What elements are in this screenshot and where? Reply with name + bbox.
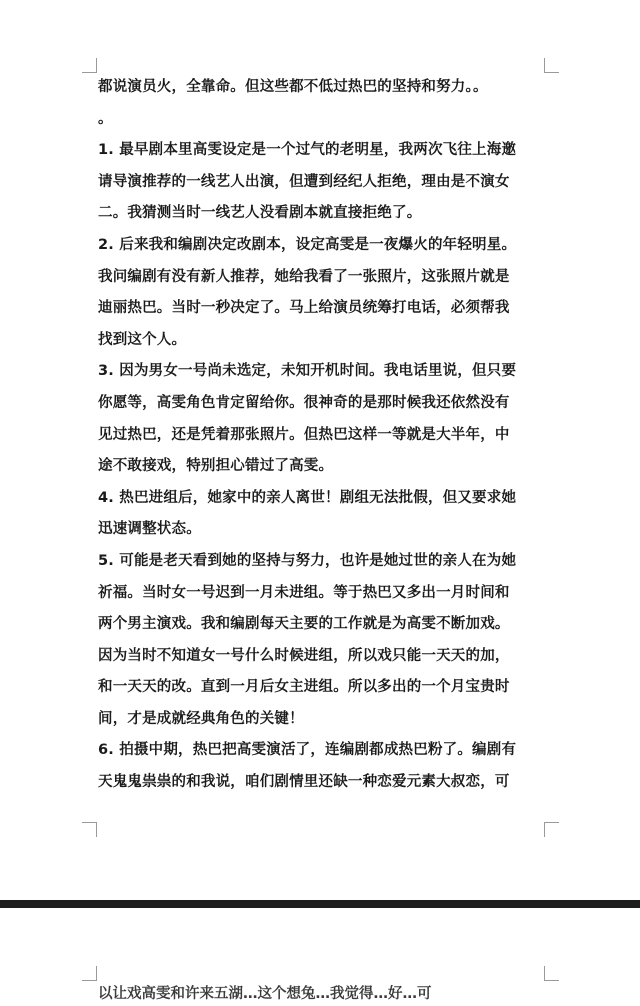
corner-mark-bottom-right	[544, 822, 559, 837]
text-line: 请导演推荐的一线艺人出演，但遭到经纪人拒绝，理由是不演女	[98, 173, 510, 190]
text-line: 。	[98, 110, 113, 127]
text-line: 6. 拍摄中期，热巴把高雯演活了，连编剧都成热巴粉了。编剧有	[98, 742, 517, 759]
text-line: 途不敢接戏，特别担心错过了高雯。	[98, 458, 334, 475]
text-line: 二。我猜测当时一线艺人没看剧本就直接拒绝了。	[98, 205, 422, 222]
text-line: 4. 热巴进组后，她家中的亲人离世！剧组无法批假，但又要求她	[98, 489, 517, 506]
page-separator	[0, 900, 640, 908]
text-line: 两个男主演戏。我和编剧每天主要的工作就是为高雯不断加戏。	[98, 616, 510, 633]
corner-mark-top-right	[544, 966, 559, 981]
text-line: 和一天天的改。直到一月后女主进组。所以多出的一个月宝贵时	[98, 679, 510, 696]
corner-mark-top-right	[544, 58, 559, 73]
text-line: 我问编剧有没有新人推荐，她给我看了一张照片，这张照片就是	[98, 268, 510, 285]
text-line: 因为当时不知道女一号什么时候进组，所以戏只能一天天的加，	[98, 647, 510, 664]
text-line: 迅速调整状态。	[98, 521, 201, 538]
text-line: 3. 因为男女一号尚未选定，未知开机时间。我电话里说，但只要	[98, 363, 517, 380]
text-line: 迪丽热巴。当时一秒决定了。马上给演员统筹打电话，必须帮我	[98, 300, 510, 317]
text-line: 你愿等，高雯角色肯定留给你。很神奇的是那时候我还依然没有	[98, 394, 510, 411]
text-line: 祈福。当时女一号迟到一月未进组。等于热巴又多出一月时间和	[98, 584, 510, 601]
text-line: 1. 最早剧本里高雯设定是一个过气的老明星，我两次飞往上海邀	[98, 142, 517, 159]
corner-mark-top-left	[82, 966, 97, 981]
partial-text-line: 以让戏高雯和许来五湖…这个想兔…我觉得…好…可	[98, 986, 432, 1002]
text-line: 2. 后来我和编剧决定改剧本，设定高雯是一夜爆火的年轻明星。	[98, 236, 517, 253]
corner-mark-bottom-left	[82, 822, 97, 837]
text-line: 5. 可能是老天看到她的坚持与努力，也许是她过世的亲人在为她	[98, 552, 517, 569]
text-line: 找到这个人。	[98, 331, 187, 348]
text-line: 间，才是成就经典角色的关键！	[98, 710, 304, 727]
text-line: 天鬼鬼祟祟的和我说，咱们剧情里还缺一种恋爱元素大叔恋，可	[98, 774, 510, 791]
corner-mark-top-left	[82, 58, 97, 73]
document-body	[98, 72, 548, 799]
text-line: 见过热巴，还是凭着那张照片。但热巴这样一等就是大半年，中	[98, 426, 510, 443]
text-line: 都说演员火，全靠命。但这些都不低过热巴的坚持和努力。。	[98, 79, 488, 95]
